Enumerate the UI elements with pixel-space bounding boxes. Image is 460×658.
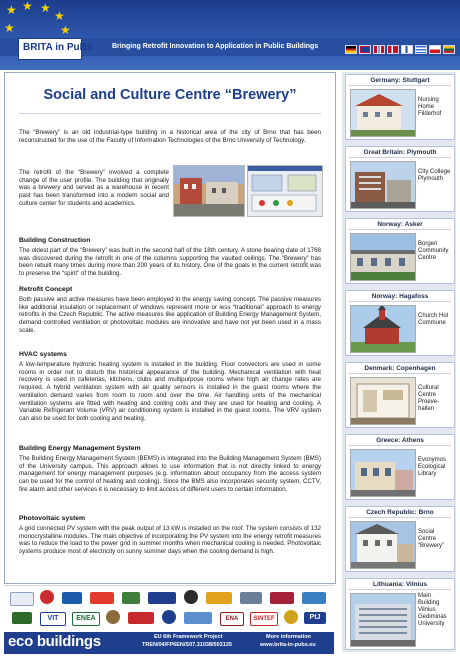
section-body: The oldest part of the “Brewery” was built in the second half of the 18th century. A stone bearing date of 1768 was discovered during the retrofit in one of the columns supporting the vaulted ceilings. The “Brewery” has been rebuilt many times during more than 200 years of its history. One of the goals in the current retrofit was to preserve the “spirit” of the building. — [19, 247, 321, 278]
ena-logo: ENA — [220, 612, 244, 626]
card-divider — [349, 589, 451, 590]
czech-flag-icon[interactable] — [429, 45, 441, 54]
partner-logo-icon — [128, 612, 154, 624]
footer-bar — [4, 632, 334, 654]
card-title: Great Britain: Plymouth — [363, 149, 437, 156]
partner-logo-icon — [148, 592, 176, 604]
section-heading: Photovoltaic system — [19, 515, 86, 522]
eu-star-icon: ★ — [60, 23, 71, 37]
card-label: Main Building Vilnius Gediminas University — [418, 593, 447, 627]
partner-logo-icon — [90, 592, 114, 604]
card-divider — [349, 229, 451, 230]
partner-logo-icon — [240, 592, 262, 604]
project-card-copenhagen[interactable] — [345, 362, 455, 428]
sintef-logo: SINTEF — [250, 612, 278, 626]
section-retrofit-concept — [19, 286, 321, 335]
lithuania-flag-icon[interactable] — [443, 45, 455, 54]
germany-flag-icon[interactable] — [345, 45, 357, 54]
project-photo — [350, 593, 416, 647]
eu-star-icon: ★ — [40, 1, 51, 15]
card-divider — [349, 517, 451, 518]
eu-star-icon: ★ — [4, 21, 15, 35]
header-tagline: Bringing Retrofit Innovation to Application in Public Buildings — [112, 43, 319, 50]
card-divider — [349, 301, 451, 302]
project-card-asker[interactable] — [345, 218, 455, 284]
card-divider — [349, 445, 451, 446]
ptj-logo: PtJ — [304, 612, 326, 624]
project-photo — [350, 233, 416, 281]
eu-star-icon: ★ — [54, 9, 65, 23]
card-divider — [349, 157, 451, 158]
card-label: Nursing Home Filderhof — [418, 97, 442, 117]
greece-flag-icon[interactable] — [415, 45, 427, 54]
project-photo — [350, 521, 416, 569]
partner-logo-icon — [122, 592, 140, 604]
project-card-stuttgart[interactable] — [345, 74, 455, 140]
title-divider — [19, 113, 321, 114]
project-sidebar — [342, 72, 456, 652]
ecobuildings-logo: eco buildings — [8, 633, 101, 650]
partner-logo-icon — [184, 590, 198, 604]
project-photo — [350, 89, 416, 137]
section-body: A grid connected PV system with the peak output of 13 kW is installed on the roof. The system consists of 132 monocrystalline modules. The main objective of incorporating the PV system into the energy retrofit measures was to reduce the load to the power grid in summer months when mechanical cooling is needed. Photovoltaic systems produce most of electricity on sunny summer days when the cooling demand is high. — [19, 525, 321, 556]
eu-star-icon: ★ — [6, 3, 17, 17]
partner-logo-icon — [162, 610, 176, 624]
card-label: Church Hol Commune — [418, 313, 449, 326]
section-heading: Building Energy Management System — [19, 445, 141, 452]
main-article — [4, 72, 336, 584]
denmark-flag-icon[interactable] — [387, 45, 399, 54]
bems-screenshot — [247, 165, 323, 217]
card-title: Greece: Athens — [376, 437, 424, 444]
section-hvac — [19, 351, 321, 423]
finland-flag-icon[interactable] — [401, 45, 413, 54]
section-body: The Building Energy Management System (BEMS) is integrated into the Building Management System (BMS) of the University campus. This approach allows to use information that is not directly linked to energy management for energy management purposes (e.g. information about occupancy from the access system can be used for the control of heating and cooling). Since the BMS also incorporates security system, CCTV, fire alarm and other services it is necessary to limit access of different users to certain information. — [19, 455, 321, 493]
section-heading: Building Construction — [19, 237, 91, 244]
card-title: Norway: Hagafoss — [371, 293, 429, 300]
project-card-brno[interactable] — [345, 506, 455, 572]
project-card-vilnius[interactable] — [345, 578, 455, 650]
partner-logo-icon — [12, 612, 32, 624]
brita-logo-text: BRITA in PuBs — [23, 42, 93, 53]
card-title: Germany: Stuttgart — [370, 77, 430, 84]
uk-flag-icon[interactable] — [359, 45, 371, 54]
card-title: Denmark: Copenhagen — [364, 365, 436, 372]
more-info-label: More information — [266, 634, 311, 640]
section-heading: Retrofit Concept — [19, 286, 73, 293]
section-body: Both passive and active measures have been employed in the energy saving concept. The passive measures like additional insulation or replacement of windows represent more or less “traditional” approach to energy retrofits in the Czech Republic. The active measures like application of Building Energy Management System, demand controlled ventilation or photovoltaic modules are innovative and have not yet been used in a mass scale. — [19, 296, 321, 334]
section-heading: HVAC systems — [19, 351, 67, 358]
project-card-hagafoss[interactable] — [345, 290, 455, 356]
partner-logos — [4, 585, 334, 630]
project-photo — [350, 161, 416, 209]
section-photovoltaic — [19, 515, 321, 556]
partner-logo-icon — [40, 590, 54, 604]
section-building-construction — [19, 237, 321, 278]
partner-logo-icon — [10, 592, 34, 606]
partner-logo-icon — [206, 592, 232, 604]
header-banner — [0, 0, 460, 70]
card-label: Cultural Centre Proeve-hallen — [418, 385, 440, 412]
card-label: Evonymos Ecological Library — [418, 457, 447, 477]
norway-flag-icon[interactable] — [373, 45, 385, 54]
partner-logo-icon — [270, 592, 294, 604]
card-label: City College Plymouth — [418, 169, 451, 182]
section-body: A low-temperature hydronic heating system is installed in the building. Floor convectors are used in some rooms in order not to disturb the historical appearance of the building. Mechanical ventilation with heat recovery is used in cafeterias, kitchens, clubs and multipurpose rooms where high air change rates are required. A hybrid ventilation system with air quality sensors is installed in the guest rooms where the ventilation demand varies from room to room and over the time. Air handling units of the mechanical ventilation systems are fitted with heating and cooling coils and they are used for heating and cooling. A Variable Refrigerant Volume (VRV) air conditioning system is installed in the guest rooms. The VRV system can also be used for both cooling and heating. — [19, 361, 321, 422]
card-label: Borgen Community Centre — [418, 241, 449, 261]
enea-logo: ENEA — [72, 612, 100, 626]
section-bems — [19, 445, 321, 494]
eu-star-icon: ★ — [22, 0, 33, 13]
program-line-2: TREN/04/FP6EN/S07.31038/503135 — [142, 642, 232, 648]
card-title: Lithuania: Vilnius — [372, 581, 428, 588]
intro-paragraph: The “Brewery” is an old industrial-type building in a historical area of the city of Brno that has been reconstructed for the use of the Faculty of Information Technologies of the Brno University of Technology. — [19, 129, 321, 144]
project-photo — [350, 305, 416, 353]
brita-logo — [18, 38, 93, 60]
language-flags — [345, 45, 455, 54]
project-photo — [350, 449, 416, 497]
project-photo — [350, 377, 416, 425]
card-divider — [349, 85, 451, 86]
card-divider — [349, 373, 451, 374]
program-line-1: EU 6th Framework Project — [154, 634, 223, 640]
partner-logo-icon — [62, 592, 82, 604]
vit-logo: VIT — [40, 612, 66, 626]
card-label: Social Centre “Brewery” — [418, 529, 445, 549]
brewery-photo — [173, 165, 245, 217]
partner-logo-icon — [184, 612, 212, 624]
partner-logo-icon — [106, 610, 120, 624]
project-card-plymouth[interactable] — [345, 146, 455, 212]
project-card-athens[interactable] — [345, 434, 455, 500]
card-title: Norway: Asker — [377, 221, 423, 228]
intro2-paragraph: The retrofit of the “Brewery” involved a complete change of the user profile. The building that originally was a brewery and served as a warehouse in recent past has been transformed into a modern social and culture center for students and academics. — [19, 169, 169, 207]
website-link[interactable]: www.brita-in-pubs.eu — [260, 642, 316, 648]
partner-logo-icon — [284, 610, 298, 624]
card-title: Czech Republic: Brno — [366, 509, 434, 516]
page-title: Social and Culture Centre “Brewery” — [43, 87, 297, 103]
partner-logo-icon — [302, 592, 326, 604]
